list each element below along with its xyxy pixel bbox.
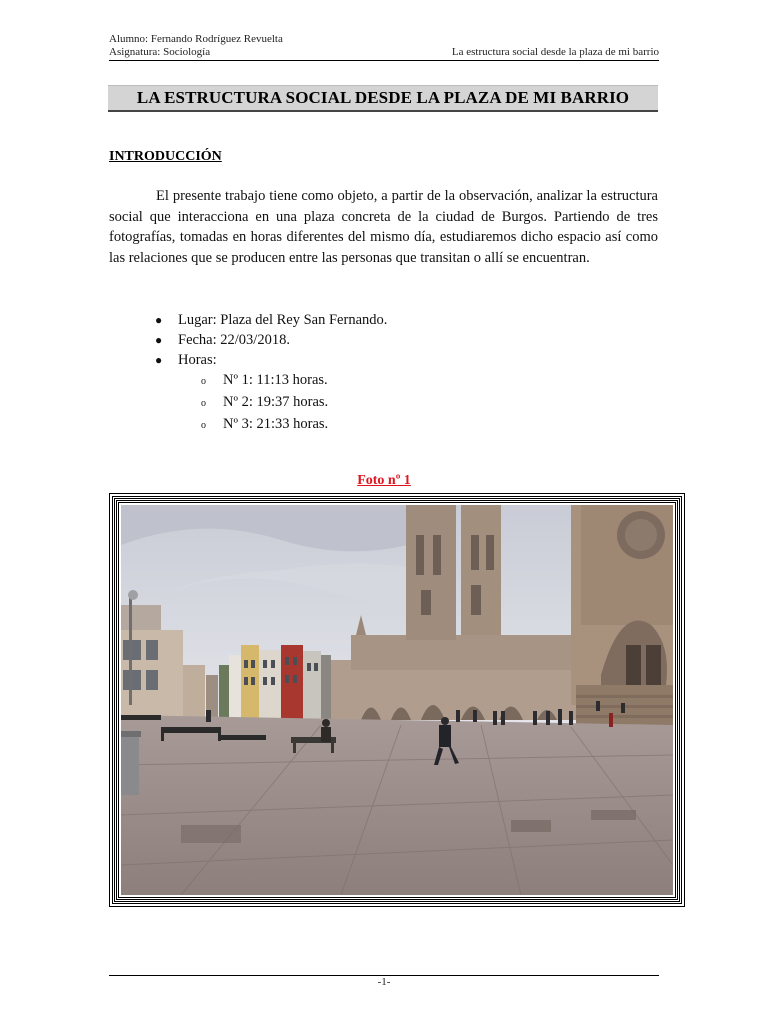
bullet-icon: ●	[155, 333, 163, 347]
bullet-icon: ●	[155, 353, 163, 367]
plaza-photo	[121, 505, 673, 895]
list-item-horas	[155, 350, 387, 370]
list-item-text: Lugar: Plaza del Rey San Fernando.	[178, 312, 388, 328]
document-title: LA ESTRUCTURA SOCIAL DESDE LA PLAZA DE MI BARRIO	[108, 85, 658, 112]
header-running-title: La estructura social desde la plaza de mi barrio	[451, 46, 659, 58]
hours-sublist	[201, 370, 387, 436]
list-item-fecha	[155, 330, 387, 350]
photo-caption: Foto nº 1	[357, 473, 411, 488]
sublist-item	[201, 414, 387, 436]
bullet-icon: ●	[155, 313, 163, 327]
photo-frame	[110, 494, 684, 906]
page-number: -1-	[377, 976, 391, 988]
intro-paragraph: El presente trabajo tiene como objeto, a partir de la observación, analizar la estructura social que interacciona en una plaza concreta de la ciudad de Burgos. Partiendo de tres fotografías, tomadas en horas diferentes del mismo día, estudiaremos dicho espacio así como las relaciones que se producen entre las personas que transitan o allí se encuentran.	[109, 188, 658, 266]
list-item-lugar	[155, 310, 387, 330]
sublist-item-text: Nº 1: 11:13 horas.	[223, 372, 328, 388]
header-subject: Asignatura: Sociología	[109, 46, 211, 58]
header-rule	[109, 60, 659, 61]
circle-bullet-icon: o	[201, 376, 206, 387]
sublist-item-text: Nº 3: 21:33 horas.	[223, 416, 329, 432]
sublist-item	[201, 392, 387, 414]
sublist-item-text: Nº 2: 19:37 horas.	[223, 394, 329, 410]
details-list	[155, 310, 387, 436]
section-heading: INTRODUCCIÓN	[109, 149, 222, 164]
circle-bullet-icon: o	[201, 420, 206, 431]
circle-bullet-icon: o	[201, 398, 206, 409]
header-student: Alumno: Fernando Rodríguez Revuelta	[109, 33, 283, 45]
list-item-text: Horas:	[178, 352, 217, 368]
page-header	[109, 33, 659, 59]
list-item-text: Fecha: 22/03/2018.	[178, 332, 290, 348]
sublist-item	[201, 370, 387, 392]
